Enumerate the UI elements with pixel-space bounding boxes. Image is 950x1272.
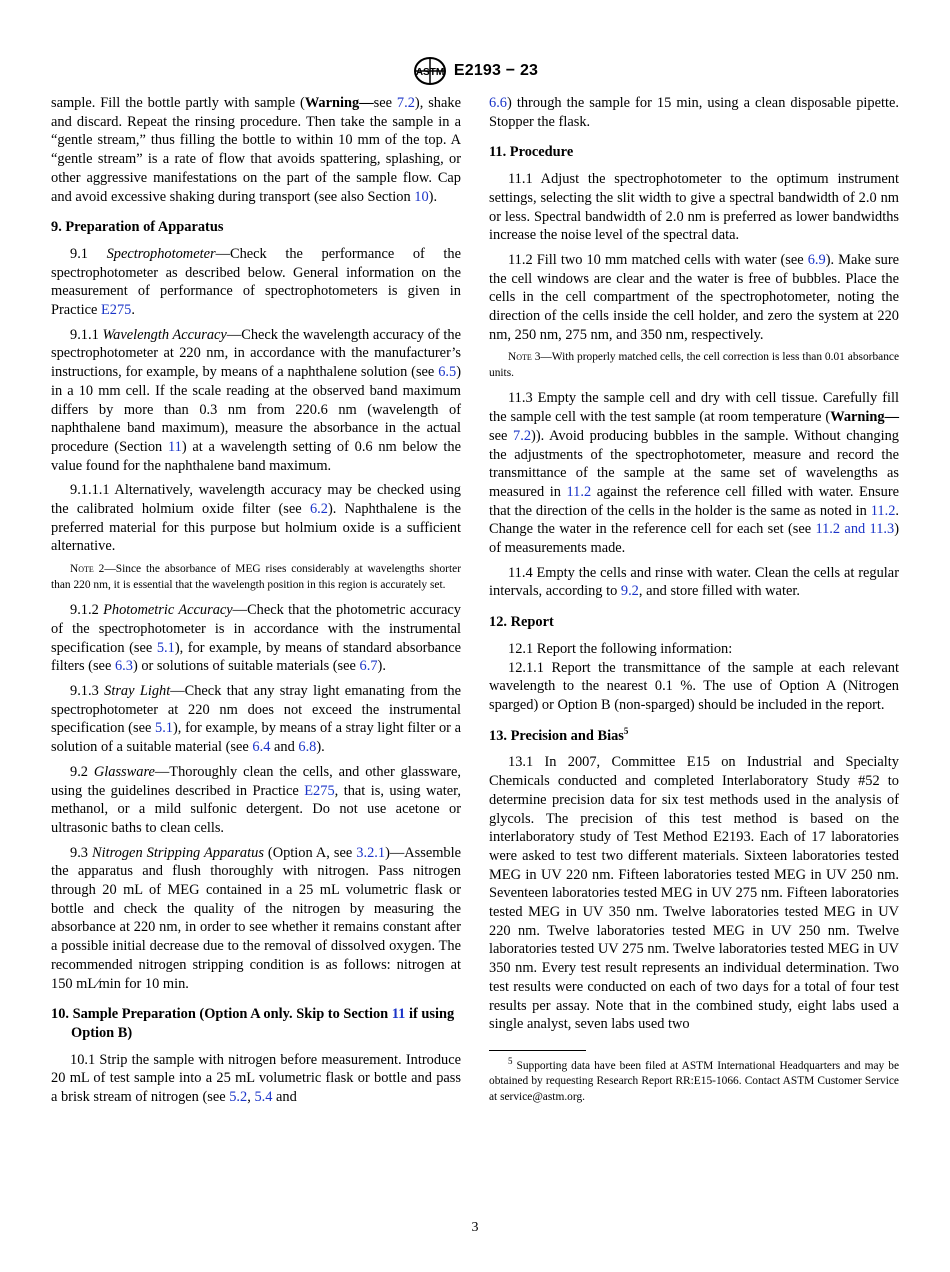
link-9-2[interactable]: 9.2	[620, 583, 639, 600]
link-6-4[interactable]: 6.4	[252, 739, 271, 756]
paragraph-9-1-3: 9.1.3 Stray Light—Check that any stray light emanating from the spectrophotometer at 220 nm does not exceed the instrumental specification (see 5.1), for example, by means of a stray light filter or a solution of a suitable material (see 6.4 and 6.8).	[51, 682, 461, 756]
link-3-2-1[interactable]: 3.2.1	[356, 844, 386, 861]
paragraph-9-1-1-1: 9.1.1.1 Alternatively, wavelength accuracy may be checked using the calibrated holmium oxide filter (see 6.2). Naphthalene is the preferred material for this purpose but holmium oxide is a sufficient alternative.	[51, 482, 461, 555]
paragraph-10-1: 10.1 Strip the sample with nitrogen before measurement. Introduce 20 mL of test sample into a 25 mL volumetric flask or bottle and pass a brisk stream of nitrogen (see 5.2, 5.4 and	[51, 1051, 461, 1106]
page-number: 3	[471, 1220, 479, 1235]
paragraph-sampling-continued: sample. Fill the bottle partly with sample (Warning—see 7.2), shake and discard. Repeat the rinsing procedure. Then take the sample in a “gentle stream,” thus filling the bottle to within 10 mm of the top. A “gentle stream” is a rate of flow that avoids spattering, splashing, or other aggressive manifestations on the part of the sample flow. Cap and avoid excessive shaking during transport (see also Section 10).	[51, 95, 461, 205]
link-5-1[interactable]: 5.1	[156, 639, 175, 656]
link-e275[interactable]: E275	[304, 782, 335, 799]
paragraph-11-1: 11.1 Adjust the spectrophotometer to the optimum instrument settings, selecting the slit width to give a spectral bandwidth of 2.0 nm or less. Spectral bandwidth of 2.0 nm is preferred as lower bandwidths increase the noise level of the spectral data.	[489, 171, 899, 244]
paragraph-11-2: 11.2 Fill two 10 mm matched cells with water (see 6.9). Make sure the cell windows are clear and the water is free of bubbles. Place the cells in the cell compartment of the spectrophotometer, noting the direction of the cells inside the cell holder, and zero the system at 220 nm, 250 nm, 275 nm, and 350 nm, respectively.	[489, 251, 900, 343]
link-6-3[interactable]: 6.3	[114, 658, 133, 675]
paragraph-10-1-continued: 6.6) through the sample for 15 min, using a clean disposable pipette. Stopper the flask.	[489, 95, 899, 130]
footnote-ref-5[interactable]: 5	[623, 725, 629, 736]
heading-section-13: 13. Precision and Bias$^5$	[489, 725, 629, 744]
page-header	[0, 56, 950, 86]
heading-section-9: 9. Preparation of Apparatus	[51, 219, 224, 236]
link-6-7[interactable]: 6.7	[359, 658, 378, 675]
link-6-9[interactable]: 6.9	[807, 251, 826, 268]
link-6-8[interactable]: 6.8	[298, 739, 317, 756]
link-e275[interactable]: E275	[100, 302, 132, 319]
link-5-4[interactable]: 5.4	[254, 1089, 273, 1106]
link-section-11[interactable]: 11	[391, 1006, 406, 1023]
paragraph-13-1: 13.1 In 2007, Committee E15 on Industrial and Specialty Chemicals conducted and completed Interlaboratory Study #52 to determine precision data for six test methods used in the analysis of glycols. The precision of this test method is based on the interlaboratory study of Test Method E2193. Each of 17 laboratories were asked to test two different materials. Sixteen laboratories tested MEG in UV 220 nm. Fifteen laboratories tested MEG in UV 250 nm. Seventeen laboratories tested MEG in UV 275 nm. Fifteen laboratories tested MEG in UV 350 nm. Twelve laboratories tested MEG in UV 220 nm. Twelve laboratories tested MEG in UV 250 nm. Twelve laboratories tested UV 275 nm. Twelve laboratories tested MEG in UV 350 nm. Every test result represents an individual determination. Two test results were conducted on each of two days for a total of four test results per assay. Note that in the combined study, eight labs used a single analyst, seven labs used two	[489, 754, 899, 1033]
paragraph-9-1-1: 9.1.1 Wavelength Accuracy—Check the wavelength accuracy of the spectrophotometer at 220 nm, in accordance with the manufacturer’s instructions, for example, by means of a naphthalene solution (see 6.5) in a 10 mm cell. If the scale reading at the observed band maximum differs by more than 0.3 nm from 220.6 nm (wavelength of naphthalene band maximum), measure the absorbance in the actual procedure (Section 11) at a wavelength setting of 0.6 nm below the value found for the naphthalene band maximum.	[51, 326, 462, 474]
link-7-2[interactable]: 7.2	[396, 95, 415, 111]
link-section-11[interactable]: 11	[168, 438, 182, 455]
paragraph-9-2: 9.2 Glassware—Thoroughly clean the cells, and other glassware, using the guidelines described in Practice E275, that is, using water, methanol, or a mild sulfonic detergent. Do not use acetone or ultrasonic baths to clean cells.	[51, 763, 462, 836]
paragraph-9-1-2: 9.1.2 Photometric Accuracy—Check that the photometric accuracy of the spectrophotometer is in accordance with the instrumental specification (see 5.1), for example, by means of standard absorbance filters (see 6.3) or solutions of suitable materials (see 6.7).	[51, 602, 461, 675]
paragraph-9-3: 9.3 Nitrogen Stripping Apparatus (Option A, see 3.2.1)—Assemble the apparatus and flush thoroughly with nitrogen. Pass nitrogen through 20 mL of MEG contained in a 25 mL volumetric flask or bottle and check the quality of the nitrogen by measuring the absorbance at 220 nm, in order to see whether it remains constant after a possible initial decrease due to the removal of dissolved oxygen. The recommended nitrogen stripping condition is as follows: nitrogen at 150 mL⁄min for 10 min.	[51, 844, 461, 992]
svg-text:ASTM: ASTM	[415, 67, 445, 78]
note-2: Note 2—Since the absorbance of MEG rises considerably at wavelengths shorter than 220 nm, it is essential that the wavelength position in this region is accurately set.	[51, 563, 461, 591]
link-6-2[interactable]: 6.2	[309, 501, 328, 518]
footnote-5: $^5$ Supporting data have been filed at ASTM International Headquarters and may be obtained by requesting Research Report RR:E15-1066. Contact ASTM Customer Service at service@astm.org.	[489, 1056, 899, 1103]
heading-section-11: 11. Procedure	[489, 144, 574, 161]
link-5-1[interactable]: 5.1	[155, 720, 174, 737]
link-11-2-and-11-3[interactable]: 11.2 and 11.3	[815, 521, 895, 538]
link-5-2[interactable]: 5.2	[229, 1089, 248, 1106]
paragraph-9-1: 9.1 Spectrophotometer—Check the performance of the spectrophotometer as described below. General information on the measurement of performance of spectrophotometers is given in Practice E275.	[51, 245, 461, 319]
footnote-divider	[489, 1050, 586, 1051]
link-7-2[interactable]: 7.2	[513, 427, 532, 444]
paragraph-12-1: 12.1 Report the following information:	[508, 640, 733, 657]
paragraph-12-1-1: 12.1.1 Report the transmittance of the sample at each relevant wavelength to the nearest 0.1 %. The use of Option A (Nitrogen sparged) or Option B (non-sparged) should be included in the report.	[489, 659, 899, 713]
left-column	[51, 94, 461, 1113]
link-11-2[interactable]: 11.2	[566, 483, 592, 500]
note-3: Note 3—With properly matched cells, the cell correction is less than 0.01 absorbance units.	[489, 351, 899, 379]
link-6-5[interactable]: 6.5	[438, 364, 457, 381]
document-number: E2193 − 23	[453, 62, 539, 79]
link-6-6[interactable]: 6.6	[489, 95, 507, 111]
paragraph-11-4: 11.4 Empty the cells and rinse with water. Clean the cells at regular intervals, according to 9.2, and store filled with water.	[489, 564, 899, 600]
paragraph-11-3: 11.3 Empty the sample cell and dry with cell tissue. Carefully fill the sample cell with the test sample (at room temperature (Warning—see 7.2)). Avoid producing bubbles in the sample. Without changing the adjustments of the spectrophotometer, measure and record the transmittance of the sample at the same set of wavelengths as measured in 11.2 against the reference cell filled with water. Ensure that the direction of the cells in the holder is the same as noted in 11.2. Change the water in the reference cell for each set (see 11.2 and 11.3) of measurements made.	[489, 390, 900, 557]
link-11-2[interactable]: 11.2	[870, 502, 896, 519]
heading-section-10: 10. Sample Preparation (Option A only. Skip to Section 11 if using Option B)	[51, 1006, 455, 1041]
link-section-10[interactable]: 10	[414, 188, 429, 205]
right-column	[489, 94, 899, 1105]
astm-logo	[412, 56, 448, 86]
heading-section-12: 12. Report	[489, 614, 554, 631]
